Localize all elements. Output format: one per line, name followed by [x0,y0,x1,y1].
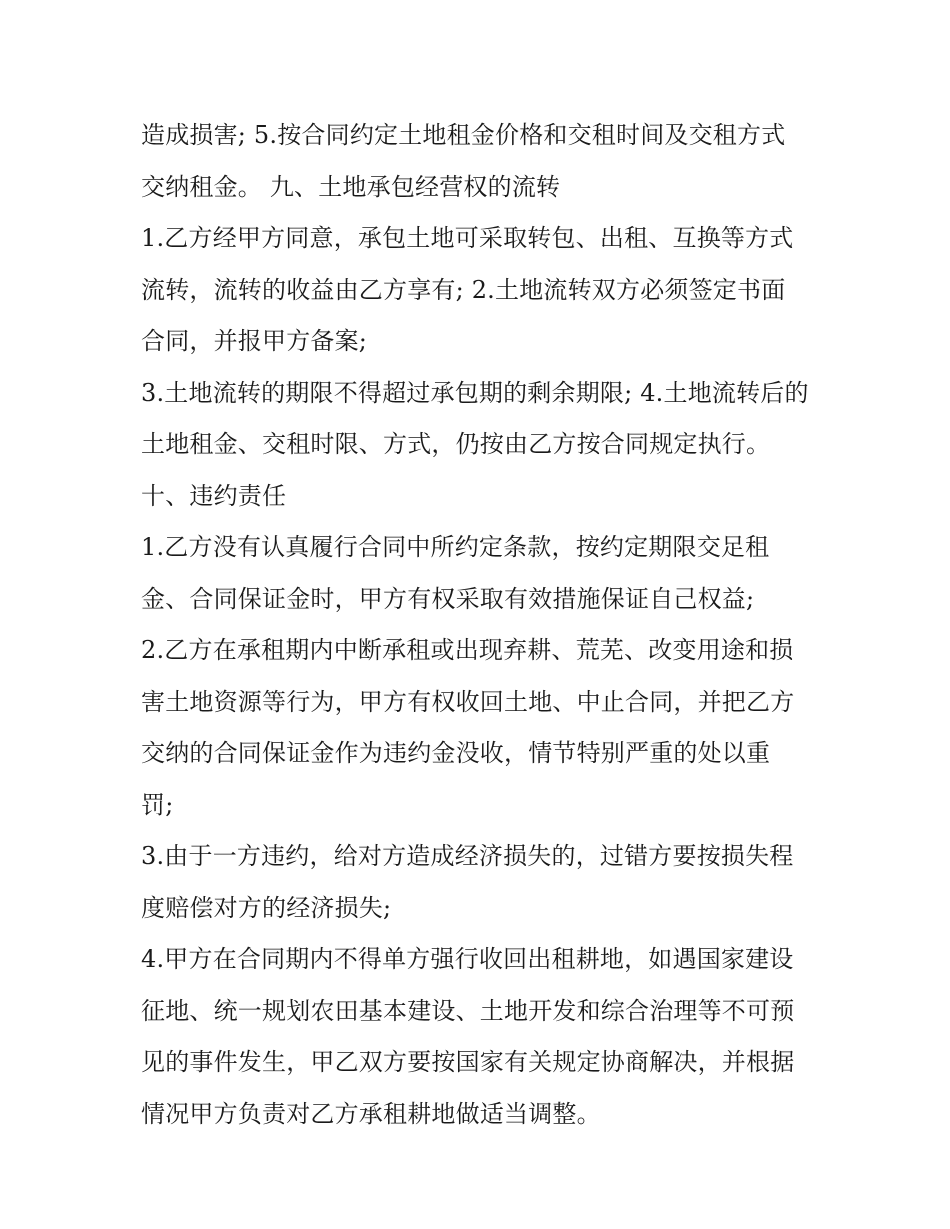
text-line: 3.由于一方违约，给对方造成经济损失的，过错方要按损失程 [141,842,794,870]
text-line: 流转，流转的收益由乙方享有; 2.土地流转双方必须签定书面 [141,275,786,304]
text-line: 4.甲方在合同期内不得单方强行收回出租耕地，如遇国家建设 [141,945,794,973]
text-line: 2.乙方在承租期内中断承租或出现弃耕、荒芜、改变用途和损 [141,636,794,664]
text-line: 3.土地流转的期限不得超过承包期的剩余期限; 4.土地流转后的 [141,378,809,407]
text-line: 合同，并报甲方备案; [141,327,368,355]
text-line: 金、合同保证金时，甲方有权采取有效措施保证自己权益; [141,584,755,613]
text-line: 土地租金、交租时限、方式，仍按由乙方按合同规定执行。 [141,430,771,458]
document-body [141,110,821,1140]
text-line: 交纳租金。 九、土地承包经营权的流转 [141,172,561,201]
text-line: 罚; [141,790,174,819]
text-line: 情况甲方负责对乙方承租耕地做适当调整。 [141,1099,601,1128]
text-line: 1.乙方经甲方同意，承包土地可采取转包、出租、互换等方式 [141,224,794,252]
section-heading: 十、违约责任 [141,481,287,510]
text-line: 造成损害; 5.按合同约定土地租金价格和交租时间及交租方式 [141,121,786,149]
text-line: 度赔偿对方的经济损失; [141,893,392,922]
text-line: 害土地资源等行为，甲方有权收回土地、中止合同，并把乙方 [141,687,795,716]
text-line: 征地、统一规划农田基本建设、土地开发和综合治理等不可预 [141,996,795,1025]
text-line: 交纳的合同保证金作为违约金没收，情节特别严重的处以重 [141,739,771,767]
text-line: 1.乙方没有认真履行合同中所约定条款，按约定期限交足租 [141,533,770,561]
text-line: 见的事件发生，甲乙双方要按国家有关规定协商解决，并根据 [141,1048,795,1076]
